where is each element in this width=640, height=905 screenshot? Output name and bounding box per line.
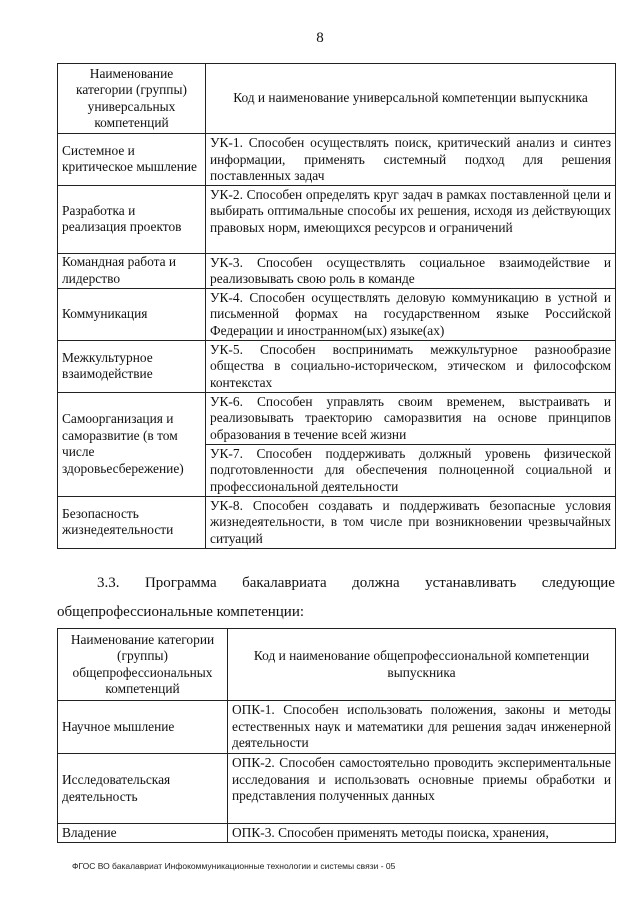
competency-cell: УК-7. Способен поддерживать должный уровень физической подготовленности для обеспечения полноценной социальной и профессиональной деятельности: [206, 444, 616, 496]
page-footer: ФГОС ВО бакалавриат Инфокоммуникационные технологии и системы связи - 05: [72, 861, 396, 871]
table-row: [58, 701, 616, 754]
competency-cell: УК-2. Способен определять круг задач в рамках поставленной цели и выбирать оптимальные способы их решения, исходя из действующих правовых норм, имеющихся ресурсов и ограничений: [206, 185, 616, 253]
category-cell: Системное и критическое мышление: [58, 134, 206, 186]
header-code-cell: Код и наименование универсальной компетенции выпускника: [206, 64, 616, 134]
category-cell: Владение: [58, 824, 228, 843]
paragraph-word: устанавливать: [425, 575, 517, 591]
category-cell: Командная работа и лидерство: [58, 253, 206, 288]
table-row: [58, 754, 616, 824]
competency-cell: УК-4. Способен осуществлять деловую коммуникацию в устной и письменной формах на государственном языке Российской Федерации и иностранном(ых) языке(ах): [206, 288, 616, 340]
category-cell: Самоорганизация и саморазвитие (в том числе здоровьесбережение): [58, 392, 206, 496]
table-header-row: [58, 64, 616, 134]
category-cell: Исследовательская деятельность: [58, 754, 228, 824]
section-number: 3.3.: [97, 575, 120, 591]
paragraph-word: следующие: [541, 575, 615, 591]
table-row: [58, 288, 616, 340]
paragraph-word: бакалавриата: [242, 575, 327, 591]
table-row: [58, 392, 616, 444]
paragraph-continuation: общепрофессиональные компетенции:: [57, 604, 305, 620]
paragraph-word: должна: [352, 575, 400, 591]
competency-cell: ОПК-1. Способен использовать положения, законы и методы естественных наук и математики для решения задач инженерной деятельности: [228, 701, 616, 754]
competency-cell: УК-8. Способен создавать и поддерживать безопасные условия жизнедеятельности, в том числе при возникновении чрезвычайных ситуаций: [206, 496, 616, 548]
category-cell: Коммуникация: [58, 288, 206, 340]
universal-competencies-table: [57, 63, 616, 549]
competency-cell: ОПК-3. Способен применять методы поиска, хранения,: [228, 824, 616, 843]
table-row: [58, 253, 616, 288]
header-category-cell: Наименование категории (группы) универсальных компетенций: [58, 64, 206, 134]
competency-cell: УК-6. Способен управлять своим временем, выстраивать и реализовывать траекторию саморазвития на основе принципов образования в течение всей жизни: [206, 392, 616, 444]
section-paragraph: [57, 573, 615, 593]
page-number: 8: [316, 30, 324, 46]
category-cell: Безопасность жизнедеятельности: [58, 496, 206, 548]
competency-cell: ОПК-2. Способен самостоятельно проводить экспериментальные исследования и использовать основные приемы обработки и представления полученных данных: [228, 754, 616, 824]
competency-cell: УК-3. Способен осуществлять социальное взаимодействие и реализовывать свою роль в команде: [206, 253, 616, 288]
general-professional-competencies-table: [57, 628, 616, 843]
table-row: [58, 134, 616, 186]
table-row: [58, 185, 616, 253]
table-header-row: [58, 629, 616, 701]
category-cell: Межкультурное взаимодействие: [58, 340, 206, 392]
table-row: [58, 496, 616, 548]
header-category-cell: Наименование категории (группы) общепрофессиональных компетенций: [58, 629, 228, 701]
competency-cell: УК-1. Способен осуществлять поиск, критический анализ и синтез информации, применять системный подход для решения поставленных задач: [206, 134, 616, 186]
category-cell: Научное мышление: [58, 701, 228, 754]
table-row: [58, 824, 616, 843]
competency-cell: УК-5. Способен воспринимать межкультурное разнообразие общества в социально-историческом, этическом и философском контекстах: [206, 340, 616, 392]
paragraph-word: Программа: [144, 575, 217, 591]
category-cell: Разработка и реализация проектов: [58, 185, 206, 253]
header-code-cell: Код и наименование общепрофессиональной компетенции выпускника: [228, 629, 616, 701]
table-row: [58, 340, 616, 392]
